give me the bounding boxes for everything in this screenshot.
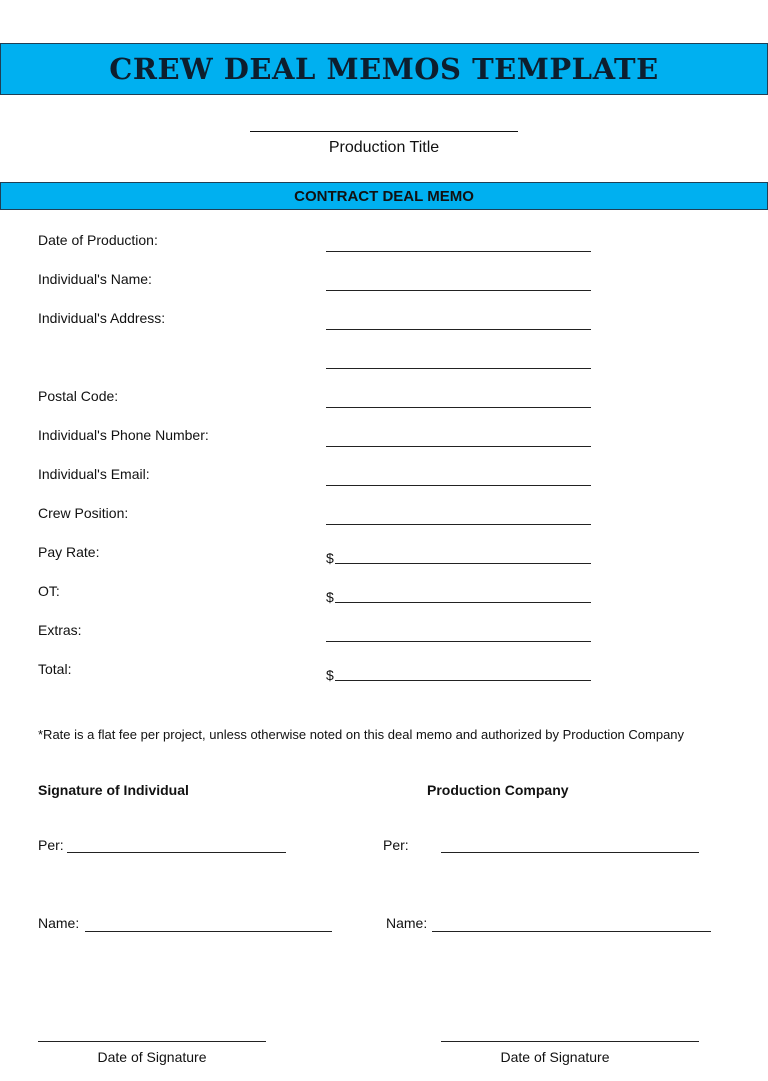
currency-sign: $ bbox=[326, 589, 334, 605]
company-date-label: Date of Signature bbox=[500, 1049, 610, 1065]
field-label: Crew Position: bbox=[38, 505, 129, 521]
field-blank[interactable] bbox=[326, 511, 591, 525]
field-underline bbox=[326, 368, 591, 369]
document-title: CREW DEAL MEMOS TEMPLATE bbox=[109, 52, 659, 86]
field-blank[interactable] bbox=[326, 277, 591, 291]
individual-per-line[interactable] bbox=[67, 852, 286, 853]
field-pay-rate bbox=[38, 544, 598, 566]
production-title-line[interactable] bbox=[250, 131, 518, 132]
field-blank[interactable] bbox=[326, 316, 591, 330]
individual-date-label: Date of Signature bbox=[97, 1049, 207, 1065]
field-postal-code bbox=[38, 388, 598, 410]
field-label: OT: bbox=[38, 583, 60, 599]
field-label: Extras: bbox=[38, 622, 82, 638]
field-blank[interactable] bbox=[326, 628, 591, 642]
field-label: Postal Code: bbox=[38, 388, 119, 404]
field-total bbox=[38, 661, 598, 683]
field-label: Individual's Address: bbox=[38, 310, 166, 326]
contract-section-header bbox=[0, 182, 768, 210]
field-phone-number bbox=[38, 427, 598, 449]
field-blank[interactable] bbox=[326, 238, 591, 252]
field-underline bbox=[326, 446, 591, 447]
field-blank[interactable] bbox=[326, 394, 591, 408]
individual-signature-heading: Signature of Individual bbox=[38, 782, 189, 798]
field-date-of-production bbox=[38, 232, 598, 254]
field-underline bbox=[335, 602, 591, 603]
field-label: Date of Production: bbox=[38, 232, 158, 248]
title-banner bbox=[0, 43, 768, 95]
field-extras bbox=[38, 622, 598, 644]
field-email bbox=[38, 466, 598, 488]
company-heading: Production Company bbox=[427, 782, 569, 798]
field-blank[interactable] bbox=[326, 550, 591, 564]
field-underline bbox=[335, 680, 591, 681]
field-blank[interactable] bbox=[326, 433, 591, 447]
field-label: Total: bbox=[38, 661, 72, 677]
company-per-line[interactable] bbox=[441, 852, 699, 853]
field-underline bbox=[326, 329, 591, 330]
company-per-label: Per: bbox=[383, 837, 409, 853]
field-label: Individual's Email: bbox=[38, 466, 150, 482]
field-underline bbox=[326, 251, 591, 252]
field-blank[interactable] bbox=[326, 355, 591, 369]
field-underline bbox=[326, 641, 591, 642]
field-address-line-2 bbox=[38, 349, 598, 371]
company-name-label: Name: bbox=[386, 915, 428, 931]
field-crew-position bbox=[38, 505, 598, 527]
field-label: Pay Rate: bbox=[38, 544, 100, 560]
individual-per-label: Per: bbox=[38, 837, 64, 853]
field-label: Individual's Phone Number: bbox=[38, 427, 209, 443]
section-title: CONTRACT DEAL MEMO bbox=[294, 187, 474, 205]
field-individual-address bbox=[38, 310, 598, 332]
field-blank[interactable] bbox=[326, 589, 591, 603]
field-blank[interactable] bbox=[326, 472, 591, 486]
field-blank[interactable] bbox=[326, 667, 591, 681]
field-ot bbox=[38, 583, 598, 605]
field-individual-name bbox=[38, 271, 598, 293]
field-underline bbox=[326, 485, 591, 486]
field-underline bbox=[326, 407, 591, 408]
currency-sign: $ bbox=[326, 667, 334, 683]
individual-name-label: Name: bbox=[38, 915, 80, 931]
field-label: Individual's Name: bbox=[38, 271, 152, 287]
production-title-label: Production Title bbox=[328, 139, 440, 156]
individual-name-line[interactable] bbox=[85, 931, 332, 932]
field-underline bbox=[326, 290, 591, 291]
field-underline bbox=[335, 563, 591, 564]
rate-note: *Rate is a flat fee per project, unless otherwise noted on this deal memo and authorized by Production Company bbox=[38, 727, 685, 742]
currency-sign: $ bbox=[326, 550, 334, 566]
company-date-line[interactable] bbox=[441, 1041, 699, 1042]
field-underline bbox=[326, 524, 591, 525]
individual-date-line[interactable] bbox=[38, 1041, 266, 1042]
company-name-line[interactable] bbox=[432, 931, 711, 932]
